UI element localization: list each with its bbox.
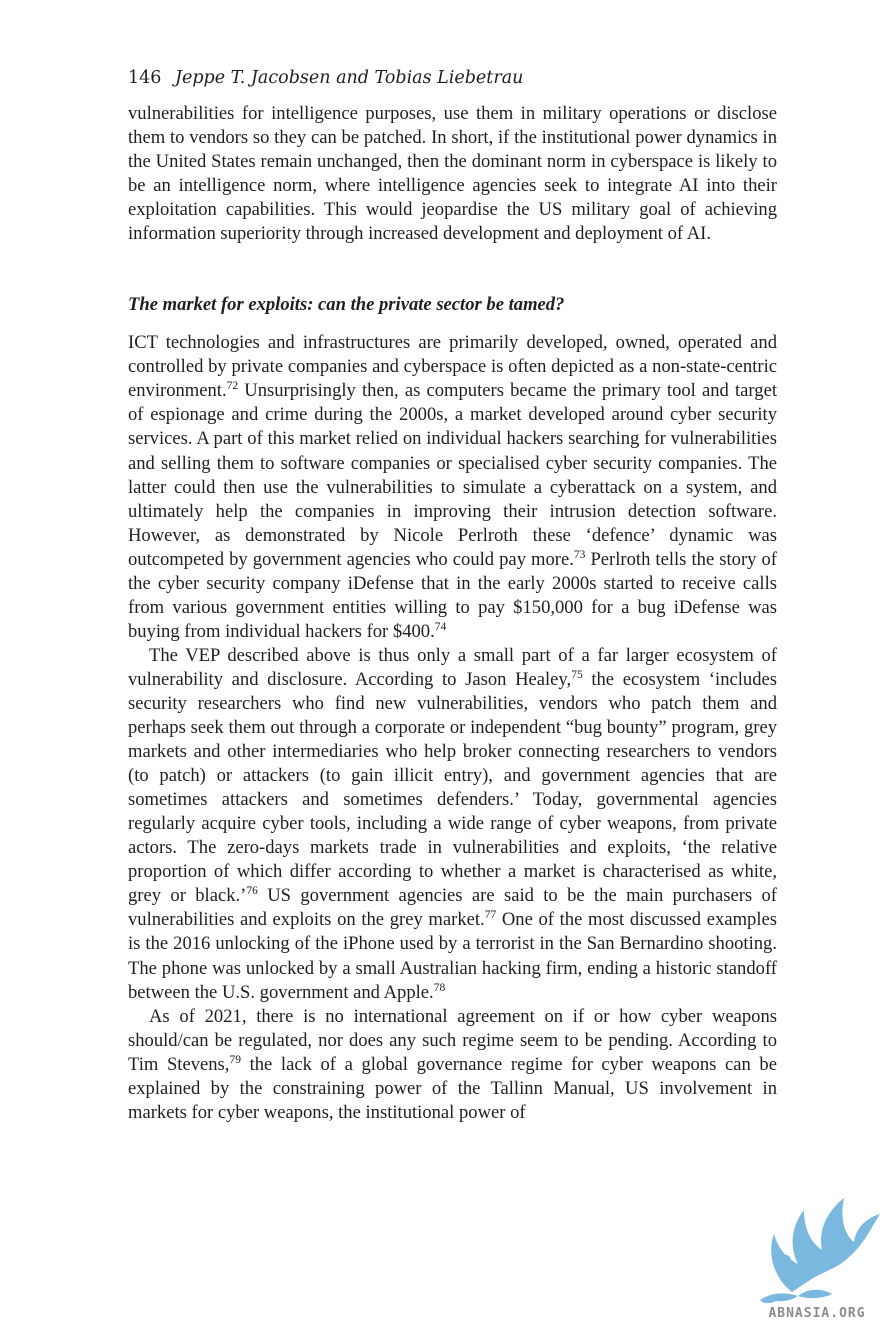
- paragraph-2: [128, 331, 777, 644]
- footnote-ref-77[interactable]: 77: [484, 909, 497, 922]
- text-run: The VEP described above is thus only a small part of a far larger ecosystem of vulnerability and disclosure. According to Jason Healey,: [128, 644, 777, 690]
- footnote-ref-79[interactable]: 79: [229, 1053, 241, 1066]
- footnote-ref-76[interactable]: 76: [246, 885, 258, 898]
- page-number: 146: [128, 68, 162, 88]
- paragraph-3: [128, 644, 777, 1005]
- footnote-ref-74[interactable]: 74: [434, 620, 447, 633]
- paragraph-1: vulnerabilities for intelligence purposes, use them in military operations or disclose them to vendors so they can be patched. In short, if the institutional power dynamics in the United States remain unchanged, then the dominant norm in cyberspace is likely to be an intelligence norm, where intelligence agencies seek to integrate AI into their exploitation capabilities. This would jeopardise the US military goal of achieving information superiority through increased development and deployment of AI.: [128, 103, 777, 245]
- text-run: ICT technologies and infrastructures are primarily developed, owned, operated and controlled by private companies and cyberspace is often depicted as a non-state-centric environment.: [128, 332, 777, 402]
- footnote-ref-75[interactable]: 75: [571, 668, 583, 681]
- watermark-text: ABNASIA.ORG: [768, 1306, 866, 1321]
- section-heading: The market for exploits: can the private sector be tamed?: [128, 294, 565, 316]
- running-head: [128, 66, 523, 90]
- running-head-authors: Jeppe T. Jacobsen and Tobias Liebetrau: [174, 68, 524, 88]
- text-run: As of 2021, there is no international agreement on if or how cyber weapons should/can be regulated, nor does any such regime seem to be pending. According to Tim Stevens,: [128, 1005, 777, 1075]
- griffin-icon: [752, 1188, 882, 1306]
- body-text: [128, 102, 777, 1125]
- text-run: Unsurprisingly then, as computers became the primary tool and target of espionage and crime during the 2000s, a market developed around cyber security services. A part of this market relied on individual hackers searching for vulnerabilities and selling them to software companies or specialised cyber security companies. The latter could then use the vulnerabilities to simulate a cyberattack on a system, and ultimately help the companies in improving their intrusion detection software. However, as demonstrated by Nicole Perlroth these ‘defence’ dynamic was outcompeted by government agencies who could pay more.: [128, 380, 777, 570]
- watermark-logo: [752, 1188, 882, 1323]
- paragraph-4: [128, 1005, 777, 1125]
- text-run: US government agencies are said to be the main purchasers of vulnerabilities and exploits on the grey market.: [128, 885, 777, 931]
- text-run: the lack of a global governance regime for cyber weapons can be explained by the constraining power of the Tallinn Manual, US involvement in markets for cyber weapons, the institutional power of: [128, 1053, 777, 1123]
- footnote-ref-72[interactable]: 72: [226, 380, 239, 393]
- text-run: Perlroth tells the story of the cyber security company iDefense that in the early 2000s started to receive calls from various government entities willing to pay $150,000 for a bug iDefense was buying from individual hackers for $400.: [128, 548, 777, 642]
- footnote-ref-73[interactable]: 73: [573, 548, 586, 561]
- text-run: the ecosystem ‘includes security researchers who find new vulnerabilities, vendors who patch them and perhaps seek them out through a corporate or independent “bug bounty” program, grey markets and other intermediaries who help broker connecting researchers to vendors (to patch) or attackers (to gain illicit entry), and government agencies that are sometimes attackers and sometimes defenders.’ Today, governmental agencies regularly acquire cyber tools, including a wide range of cyber weapons, from private actors. The zero-days markets trade in vulnerabilities and exploits, ‘the relative proportion of which differ according to whether a market is characterised as white, grey or black.’: [128, 668, 777, 907]
- footnote-ref-78[interactable]: 78: [433, 981, 446, 994]
- text-run: One of the most discussed examples is the 2016 unlocking of the iPhone used by a terrorist in the San Bernardino shooting. The phone was unlocked by a small Australian hacking firm, ending a historic standoff between the U.S. government and Apple.: [128, 909, 777, 1003]
